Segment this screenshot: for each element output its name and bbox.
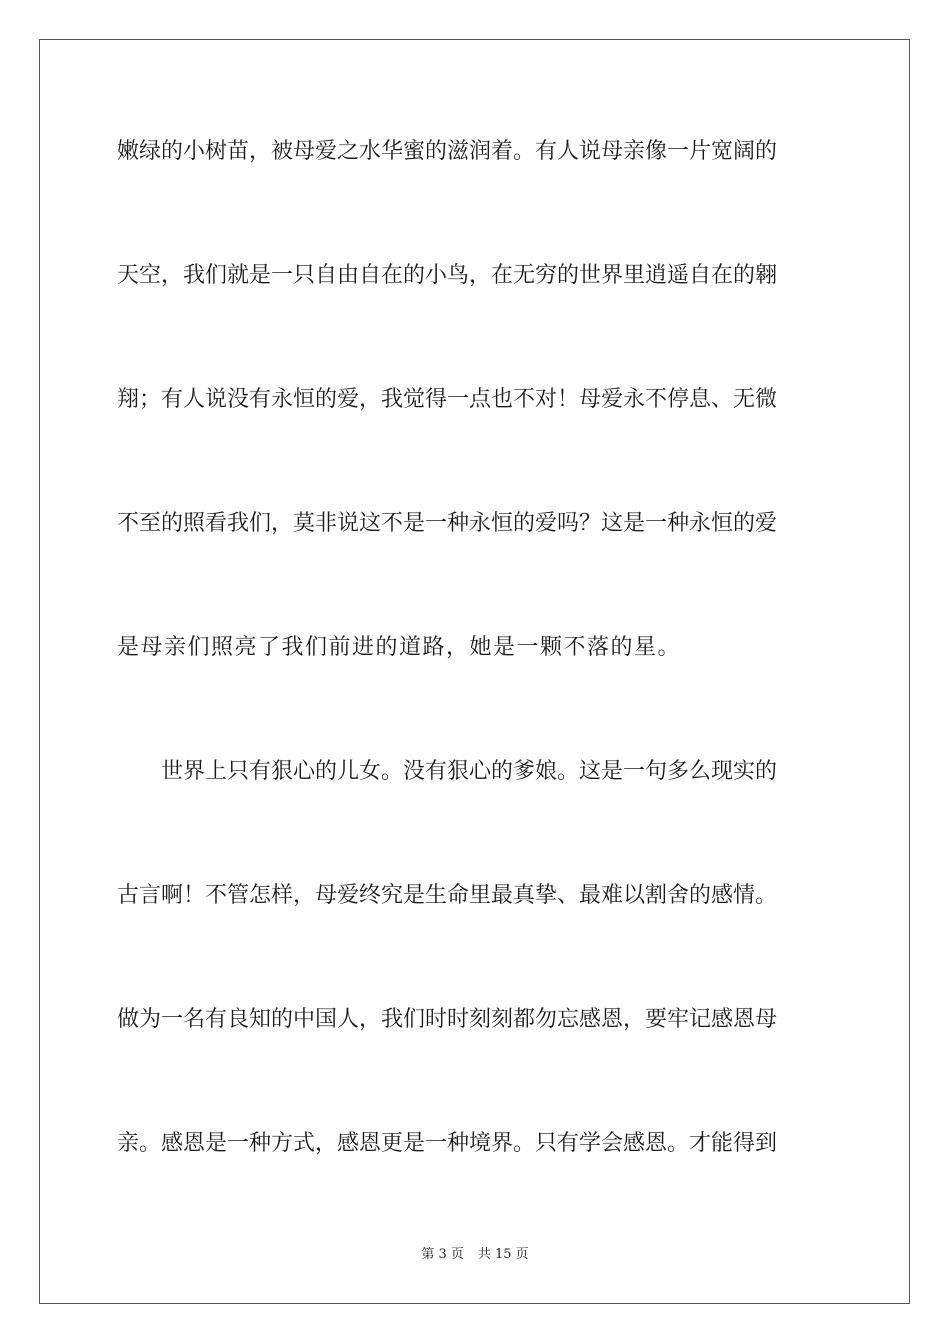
page-number: 第 3 页: [421, 1247, 464, 1262]
text-line-6: 世界上只有狠心的儿女。没有狠心的爹娘。这是一句多么现实的: [117, 759, 778, 784]
text-line-9: 亲。感恩是一种方式，感恩更是一种境界。只有学会感恩。才能得到: [117, 1131, 778, 1156]
text-line-5: 是母亲们照亮了我们前进的道路，她是一颗不落的星。: [117, 635, 682, 660]
text-line-4: 不至的照看我们，莫非说这不是一种永恒的爱吗？这是一种永恒的爱: [117, 511, 778, 536]
text-line-1: 嫩绿的小树苗，被母爱之水华蜜的滋润着。有人说母亲像一片宽阔的: [117, 139, 778, 164]
page-border: [39, 39, 910, 1304]
page-footer: [0, 1246, 950, 1264]
text-line-7: 古言啊！不管怎样，母爱终究是生命里最真挚、最难以割舍的感情。: [117, 883, 778, 908]
text-line-3: 翔；有人说没有永恒的爱，我觉得一点也不对！母爱永不停息、无微: [117, 387, 778, 412]
text-line-8: 做为一名有良知的中国人，我们时时刻刻都勿忘感恩，要牢记感恩母: [117, 1007, 778, 1032]
page-total: 共 15 页: [477, 1247, 529, 1262]
text-line-2: 天空，我们就是一只自由自在的小鸟，在无穷的世界里逍遥自在的翱: [117, 263, 778, 288]
